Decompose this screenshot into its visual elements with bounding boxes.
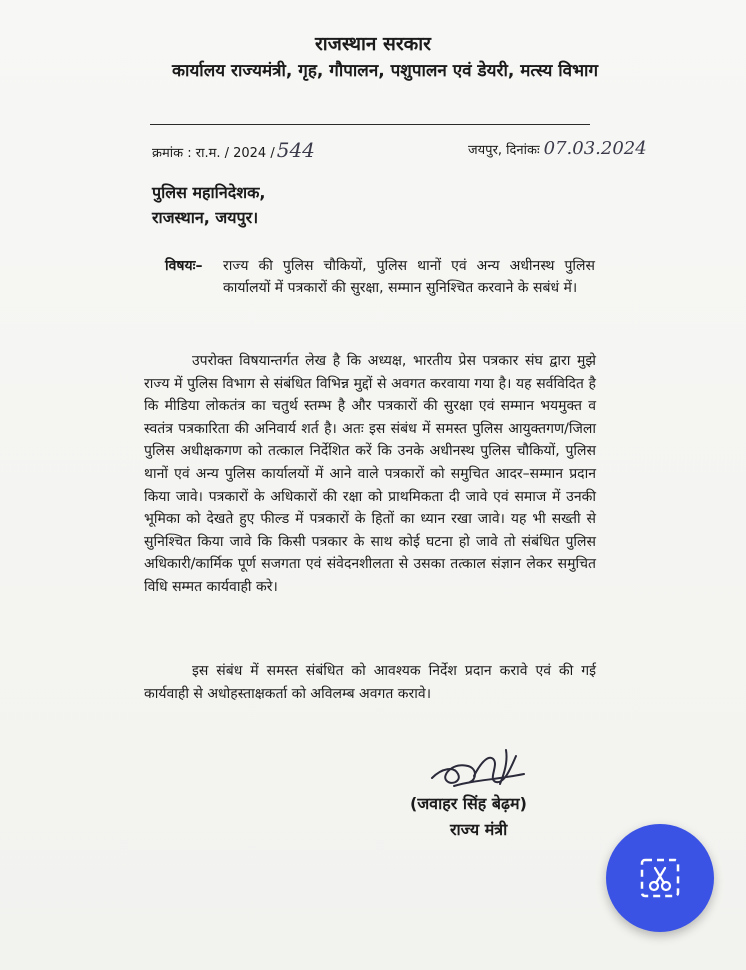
signatory-designation: राज्य मंत्री	[450, 820, 508, 839]
subject-label: विषयः–	[165, 258, 203, 274]
body-paragraph-2: इस संबंध में समस्त संबंधित को आवश्यक निर्देश प्रदान करावे एवं की गई कार्यवाही से अधोहस्ताक्षकर्ता को अविलम्ब अवगत करावे।	[144, 663, 596, 702]
reference-number	[152, 138, 315, 162]
addressee-line-1: पुलिस महानिदेशक,	[152, 183, 266, 202]
reference-handwritten-number: 544	[276, 138, 315, 162]
subject	[165, 255, 595, 299]
screenshot-scissors-icon	[637, 855, 683, 901]
addressee	[152, 180, 265, 230]
subject-text: राज्य की पुलिस चौकियों, पुलिस थानों एवं अन्य अधीनस्थ पुलिस कार्यालयों में पत्रकारों की सुरक्षा, सम्मान सुनिश्चित करवाने के सबंधं में।	[223, 258, 595, 296]
date-handwritten-value: 07.03.2024	[543, 138, 647, 159]
office-heading: कार्यालय राज्यमंत्री, गृह, गौपालन, पशुपालन एवं डेयरी, मत्स्य विभाग	[171, 61, 599, 81]
screenshot-edit-button[interactable]	[606, 824, 714, 932]
reference-label: क्रमांक : रा.म. / 2024 /	[152, 146, 275, 161]
date-label: जयपुर, दिनांकः	[468, 143, 540, 158]
signatory-name: (जवाहर सिंह बेढ़म)	[410, 794, 527, 813]
handwritten-signature	[424, 740, 534, 800]
header-divider	[150, 124, 590, 125]
letter-date	[468, 138, 647, 159]
addressee-line-2: राजस्थान, जयपुर।	[152, 208, 259, 227]
body-paragraph-1: उपरोक्त विषयान्तर्गत लेख है कि अध्यक्ष, भारतीय प्रेस पत्रकार संघ द्वारा मुझे राज्य में पुलिस विभाग से संबंधित विभिन्न मुद्दों से अवगत करवाया गया है। यह सर्वविदित है कि मीडिया लोकतंत्र का चतुर्थ स्तम्भ है और पत्रकारों की सुरक्षा एवं सम्मान भयमुक्त व स्वतंत्र पत्रकारिता की अनिवार्य शर्त है। अतः इस संबंध में समस्त पुलिस आयुक्तगण/जिला पुलिस अधीक्षकगण को तत्काल निर्देशित करें कि उनके अधीनस्थ पुलिस चौकियों, पुलिस थानों एवं अन्य पुलिस कार्यालयों में आने वाले पत्रकारों को समुचित आदर–सम्मान प्रदान किया जावे। पत्रकारों के अधिकारों की रक्षा को प्राथमिकता दी जावे एवं समाज में उनकी भूमिका को देखते हुए फील्ड में पत्रकारों के हितों का ध्यान रखा जावे। यह भी सख्ती से सुनिश्चित किया जावे कि किसी पत्रकार के साथ कोई घटना हो जावे तो संबंधित पुलिस अधिकारी/कार्मिक पूर्ण सजगता एवं संवेदनशीलता से उसका तत्काल संज्ञान लेकर समुचित विधि सम्मत कार्यवाही करे।	[144, 353, 596, 595]
government-heading: राजस्थान सरकार	[315, 33, 431, 55]
